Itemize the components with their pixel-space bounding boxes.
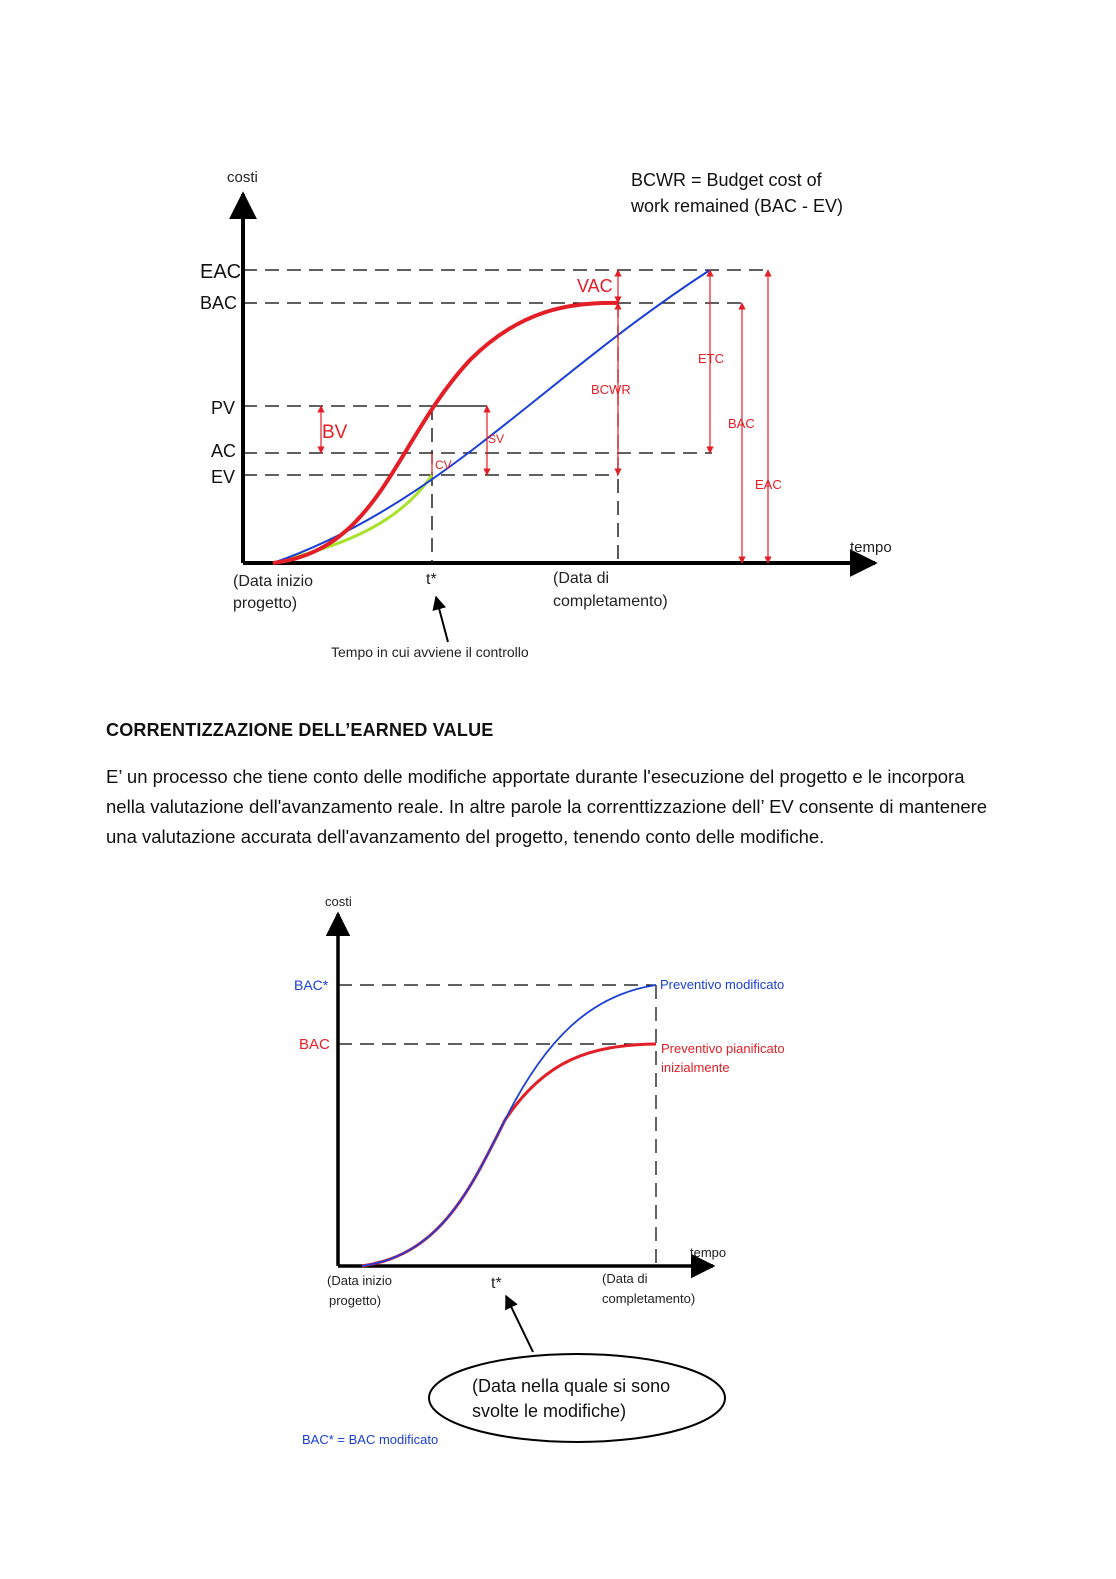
sv-label: SV [488, 432, 505, 446]
tstar-label: t* [426, 571, 437, 588]
planned-curve [362, 1044, 656, 1266]
modified-budget-label: Preventivo modificato [660, 977, 785, 992]
bcwr-note-line1: BCWR = Budget cost of [631, 170, 822, 190]
bac-axis-label: BAC [200, 293, 238, 313]
x-axis-label: tempo [850, 539, 892, 556]
control-caption: Tempo in cui avviene il controllo [331, 644, 529, 660]
fig2-end-line1: (Data di [602, 1271, 648, 1286]
bac-arrow-label: BAC [728, 416, 755, 431]
cv-label: CV [435, 458, 452, 472]
earned-value-chart [0, 0, 1116, 680]
eac-axis-label: EAC [200, 261, 242, 283]
pv-axis-label: PV [211, 398, 236, 418]
fig2-end-line2: completamento) [602, 1291, 696, 1306]
fig2-start-line1: (Data inizio [327, 1273, 393, 1288]
bubble-line1: (Data nella quale si sono [472, 1376, 671, 1396]
bac-star-label: BAC* [294, 977, 329, 993]
modified-curve [362, 985, 656, 1266]
section-paragraph: E’ un processo che tiene conto delle modifiche apportate durante l'esecuzione del progetto e le incorpora nella valutazione dell'avanzamento reale. In altre parole la correnttizzazione dell’ EV consente di mantenere una valutazione accurata dell'avanzamento del progetto, tenendo conto delle modifiche. [106, 766, 988, 847]
modification-arrow [506, 1296, 533, 1352]
vac-label: VAC [577, 276, 613, 296]
ev-axis-label: EV [211, 467, 236, 487]
end-date-line1: (Data di [553, 570, 610, 587]
start-date-line2: progetto) [233, 595, 298, 612]
control-arrow [436, 597, 448, 642]
planned-budget-line2: inizialmente [661, 1060, 730, 1075]
planned-budget-line1: Preventivo pianificato [661, 1041, 785, 1056]
ac-curve [273, 270, 710, 563]
section-title: CORRENTIZZAZIONE DELL’EARNED VALUE [106, 720, 494, 740]
fig2-y-axis-label: costi [325, 894, 352, 909]
end-date-line2: completamento) [553, 593, 668, 610]
fig2-start-line2: progetto) [329, 1293, 382, 1308]
bcwr-note-line2: work remained (BAC - EV) [631, 196, 844, 216]
y-axis-label: costi [227, 169, 258, 186]
etc-label: ETC [698, 351, 724, 366]
modified-budget-chart [0, 880, 1116, 1560]
bac-star-footnote: BAC* = BAC modificato [302, 1432, 439, 1447]
fig2-tstar-label: t* [491, 1275, 502, 1292]
ac-axis-label: AC [211, 441, 237, 461]
start-date-line1: (Data inizio [233, 573, 314, 590]
ev-curve [273, 475, 432, 563]
fig2-x-axis-label: tempo [690, 1245, 727, 1260]
bubble-line2: svolte le modifiche) [472, 1401, 627, 1421]
bv-label: BV [322, 422, 348, 443]
bcwr-label: BCWR [591, 382, 631, 397]
modification-date-bubble [429, 1354, 725, 1442]
fig2-bac-label: BAC [299, 1036, 330, 1053]
eac-arrow-label: EAC [755, 477, 782, 492]
